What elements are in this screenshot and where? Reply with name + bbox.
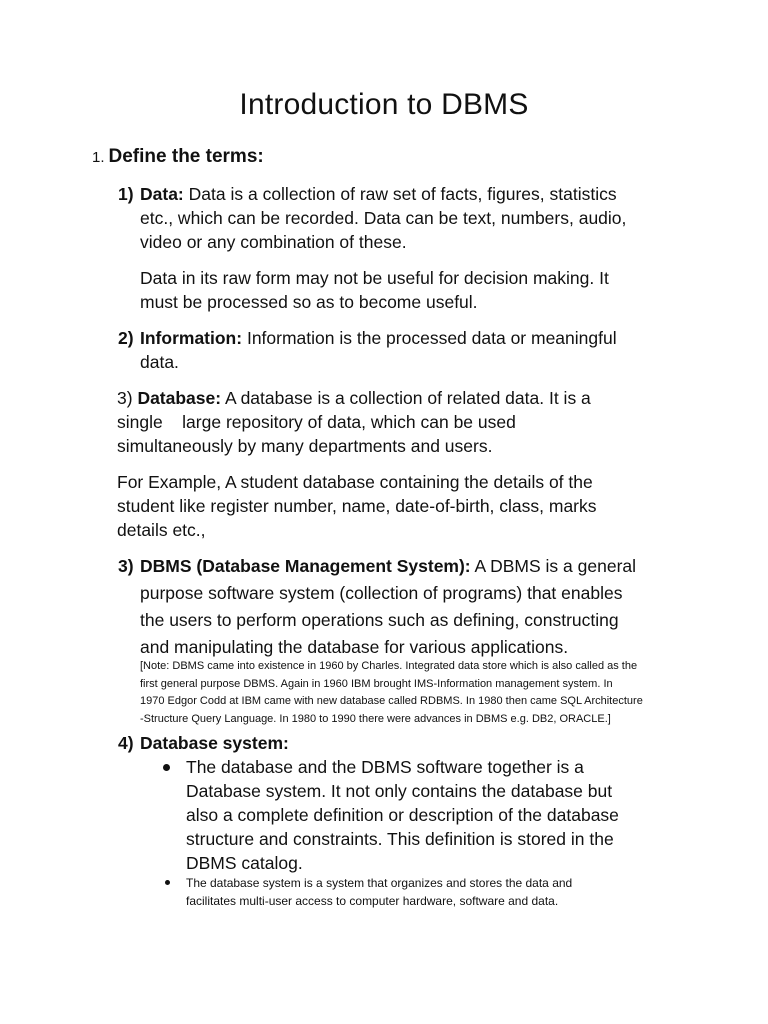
dbms-note — [140, 658, 680, 728]
information-definition — [118, 326, 680, 374]
item-number: 2) — [118, 328, 134, 348]
data-text: Data is a collection of raw set of facts, figures, statistics — [188, 184, 617, 204]
bullet1-line-3: also a complete definition or description of the database — [186, 805, 619, 825]
database-line-1 — [117, 386, 697, 410]
bullet1-line-2: Database system. It not only contains the database but — [186, 781, 613, 801]
database-line-3: simultaneously by many departments and users. — [117, 436, 493, 456]
information-text: Information is the processed data or meaningful — [246, 328, 617, 348]
data-para2-line-2: must be processed so as to become useful. — [140, 292, 478, 312]
item-number: 1) — [118, 184, 134, 204]
section-number: 1. — [92, 149, 105, 166]
data-paragraph-2 — [140, 266, 680, 314]
bullet-icon — [163, 764, 170, 771]
database-system-bullets — [186, 755, 686, 875]
information-term: Information: — [140, 328, 243, 348]
database-term: Database: — [137, 388, 222, 408]
database-text: A database is a collection of related data. It is a — [225, 388, 591, 408]
bullet-icon — [165, 880, 170, 885]
data-para2-line-1: Data in its raw form may not be useful for decision making. It — [140, 268, 609, 288]
list-item — [186, 874, 686, 910]
item-number: 3) — [118, 556, 134, 576]
bullet1-line-1: The database and the DBMS software together is a — [186, 757, 584, 777]
data-line-2: etc., which can be recorded. Data can be text, numbers, audio, — [140, 208, 627, 228]
information-line-2: data. — [140, 352, 179, 372]
item-number: 4) — [118, 733, 134, 753]
note-line-2: first general purpose DBMS. Again in 1960 IBM brought IMS-Information management system. In — [140, 677, 613, 690]
database-definition — [117, 386, 697, 458]
example-line-1: For Example, A student database containing the details of the — [117, 472, 593, 492]
dbms-line-1 — [140, 553, 700, 580]
database-line-2: single large repository of data, which can be used — [117, 412, 516, 432]
item-number: 3) — [117, 388, 133, 408]
page-title: Introduction to DBMS — [239, 88, 529, 121]
bullet1-line-5: DBMS catalog. — [186, 853, 303, 873]
information-line-1 — [140, 326, 680, 350]
dbms-definition — [118, 553, 700, 661]
data-line-1 — [140, 182, 680, 206]
dbms-line-2: purpose software system (collection of programs) that enables — [140, 583, 623, 603]
data-definition — [118, 182, 680, 254]
database-example — [117, 470, 697, 542]
bullet1-line-4: structure and constraints. This definition is stored in the — [186, 829, 614, 849]
bullet2-line-1: The database system is a system that organizes and stores the data and — [186, 876, 573, 890]
data-line-3: video or any combination of these. — [140, 232, 407, 252]
note-line-1: [Note: DBMS came into existence in 1960 by Charles. Integrated data store which is also called as the — [140, 660, 638, 672]
dbms-line-3: the users to perform operations such as defining, constructing — [140, 610, 619, 630]
section-label: Define the terms: — [108, 146, 264, 167]
data-term: Data: — [140, 184, 184, 204]
dbms-text: A DBMS is a general — [474, 556, 637, 576]
database-system-heading — [118, 731, 680, 755]
dbms-line-4: and manipulating the database for various applications. — [140, 637, 569, 657]
dbms-term: DBMS (Database Management System): — [140, 556, 471, 576]
database-system-term: Database system: — [140, 733, 289, 753]
note-line-4: -Structure Query Language. In 1980 to 1990 there were advances in DBMS e.g. DB2, ORACLE.] — [140, 712, 611, 725]
example-line-2: student like register number, name, date-of-birth, class, marks — [117, 496, 597, 516]
list-item — [186, 755, 686, 875]
note-line-3: 1970 Edgor Codd at IBM came with new database called RDBMS. In 1980 then came SQL Architecture — [140, 695, 643, 707]
example-line-3: details etc., — [117, 520, 206, 540]
section-heading — [92, 146, 264, 168]
database-system-bullets-small — [186, 874, 686, 910]
bullet2-line-2: facilitates multi-user access to computer hardware, software and data. — [186, 894, 559, 908]
